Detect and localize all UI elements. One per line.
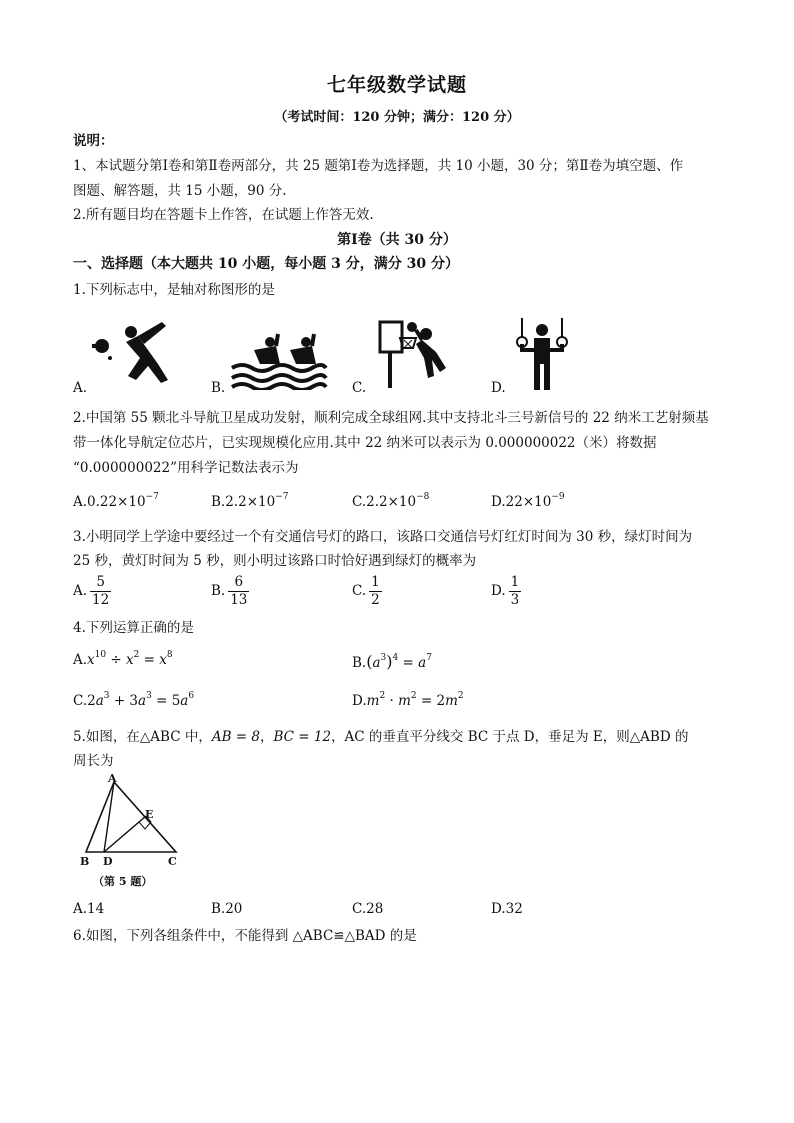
q3-option-c: C. $\frac{1}{2}$ bbox=[352, 574, 380, 608]
q5-option-a: A.14 bbox=[73, 901, 105, 917]
q2-option-b: $B.2.2\times 10^{-7}$ bbox=[211, 492, 289, 510]
q4-option-d: $D.m^2 \cdot m^2 = 2m^2$ bbox=[352, 691, 464, 709]
q2-option-a: $A.0.22\times 10^{-7}$ bbox=[73, 492, 159, 510]
q2-option-d: $D.22\times 10^{-9}$ bbox=[491, 492, 565, 510]
q5-line2: 周长为 bbox=[73, 753, 114, 769]
q5-point-e: E bbox=[145, 808, 154, 821]
instruction-1b: 图题、解答题，共 15 小题，90 分. bbox=[73, 183, 287, 199]
q4-option-c: $C.2a^3 + 3a^3 = 5a^6$ bbox=[73, 691, 195, 709]
q5-point-c: C bbox=[168, 855, 177, 868]
q5-figure-caption: （第 5 题） bbox=[93, 875, 153, 888]
q3-line1: 3.小明同学上学途中要经过一个有交通信号灯的路口，该路口交通信号灯红灯时间为 30 秒，绿灯时间为 bbox=[73, 529, 693, 545]
volume-title: 第Ⅰ卷（共 30 分） bbox=[337, 232, 457, 248]
q3-option-a: A. $\frac{5}{12}$ bbox=[73, 574, 110, 608]
q1-option-b: B. bbox=[211, 380, 226, 396]
q5-option-c: C.28 bbox=[352, 901, 384, 917]
q2-option-c: $C.2.2\times 10^{-8}$ bbox=[352, 492, 430, 510]
q4-option-b: $B.(a^3)^4 = a^7$ bbox=[352, 652, 432, 671]
table-tennis-icon bbox=[88, 316, 178, 386]
exam-info: （考试时间：120 分钟；满分：120 分） bbox=[274, 110, 520, 125]
instructions-heading: 说明： bbox=[73, 133, 114, 149]
q2-line1: 2.中国第 55 颗北斗导航卫星成功发射，顺利完成全球组网.其中支持北斗三号新信号的 22 纳米工艺射频基 bbox=[73, 410, 709, 426]
q3-option-b: B. $\frac{6}{13}$ bbox=[211, 574, 248, 608]
q2-line2: 带一体化导航定位芯片，已实现规模化应用.其中 22 纳米可以表示为 0.000000022（米）将数据 bbox=[73, 435, 657, 451]
q3-line2: 25 秒，黄灯时间为 5 秒，则小明过该路口时恰好遇到绿灯的概率为 bbox=[73, 553, 477, 569]
q5-point-d: D bbox=[103, 855, 113, 868]
q1-option-a: A. bbox=[73, 380, 88, 396]
q5-point-a: A bbox=[108, 772, 117, 785]
synchronized-swimming-icon bbox=[228, 330, 328, 390]
q4-option-a: $A.x^{10} \div x^2 = x^8$ bbox=[73, 650, 173, 668]
basketball-icon bbox=[376, 318, 466, 390]
instruction-2: 2.所有题目均在答题卡上作答，在试题上作答无效. bbox=[73, 207, 374, 223]
instruction-1a: 1、本试题分第Ⅰ卷和第Ⅱ卷两部分，共 25 题第Ⅰ卷为选择题，共 10 小题，30 分；第Ⅱ卷为填空题、作 bbox=[73, 158, 684, 174]
q6-stem: 6.如图，下列各组条件中，不能得到 △ABC≌△BAD 的是 bbox=[73, 928, 417, 944]
page-title: 七年级数学试题 bbox=[326, 74, 467, 96]
q5-option-b: B.20 bbox=[211, 901, 243, 917]
q1-stem: 1.下列标志中，是轴对称图形的是 bbox=[73, 282, 275, 298]
q5-option-d: D.32 bbox=[491, 901, 523, 917]
q1-option-c: C. bbox=[352, 380, 367, 396]
part-title: 一、选择题（本大题共 10 小题，每小题 3 分，满分 30 分） bbox=[73, 256, 459, 272]
q4-stem: 4.下列运算正确的是 bbox=[73, 620, 194, 636]
q5-point-b: B bbox=[80, 855, 90, 868]
gymnastics-rings-icon bbox=[512, 316, 572, 392]
q3-option-d: D. $\frac{1}{3}$ bbox=[491, 574, 520, 608]
q5-line1: 5.如图，在△ABC 中，AB = 8，BC = 12，AC 的垂直平分线交 BC 于点 D，垂足为 E，则△ABD 的 bbox=[73, 729, 689, 745]
q1-option-d: D. bbox=[491, 380, 506, 396]
q2-line3: “0.000000022”用科学记数法表示为 bbox=[73, 460, 299, 476]
